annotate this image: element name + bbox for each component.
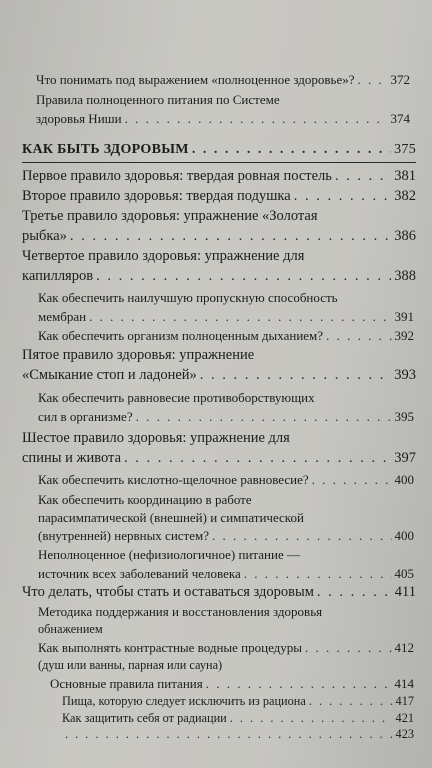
toc-entry-title: Что делать, чтобы стать и оставаться здоровым (22, 584, 314, 600)
toc-entry-page: 414 (394, 676, 414, 691)
toc-entry (36, 72, 410, 88)
toc-entry-title: спины и живота (22, 450, 122, 466)
toc-entry-page: 393 (394, 367, 416, 383)
toc-entry (22, 584, 416, 601)
toc-entry (22, 168, 416, 185)
toc-entry (50, 676, 414, 692)
leader-dots (335, 168, 391, 185)
leader-dots (309, 694, 393, 709)
section-divider (22, 162, 416, 163)
toc-entry (38, 492, 414, 508)
toc-entry-page: 421 (395, 711, 414, 725)
leader-dots (358, 72, 388, 88)
toc-entry-title: Как обеспечить организм полноценным дыханием? (38, 328, 324, 343)
toc-entry-title: Как обеспечить равновесие противоборствующих (38, 390, 315, 405)
toc-entry (38, 640, 414, 656)
toc-entry-page: 397 (394, 450, 416, 466)
toc-entry-title: Второе правило здоровья: твердая подушка (22, 188, 291, 204)
toc-entry (38, 309, 414, 325)
toc-entry (38, 658, 414, 673)
toc-entry (62, 727, 414, 742)
toc-entry-title: Третье правило здоровья: упражнение «Золотая (22, 208, 318, 224)
toc-entry (38, 328, 414, 344)
toc-entry-title: Шестое правило здоровья: упражнение для (22, 430, 290, 446)
leader-dots (294, 188, 392, 205)
toc-entry (36, 92, 410, 108)
toc-entry-page: 423 (395, 727, 414, 741)
leader-dots (305, 640, 391, 656)
toc-entry-title: Как обеспечить координацию в работе (38, 492, 252, 507)
toc-entry-page: 386 (394, 228, 416, 244)
toc-entry (62, 694, 414, 709)
toc-entry (36, 111, 410, 127)
leader-dots (244, 566, 392, 582)
toc-entry-title: Методика поддержания и восстановления здоровья (38, 604, 323, 619)
toc-entry-title: мембран (38, 309, 87, 324)
toc-entry (22, 188, 416, 205)
leader-dots (326, 328, 391, 344)
toc-entry-page: 382 (394, 188, 416, 204)
toc-entry-title: Как выполнять контрастные водные процедуры (38, 640, 303, 655)
toc-entry (22, 347, 416, 364)
toc-entry-title: сил в организме? (38, 409, 133, 424)
toc-entry-page: 400 (394, 528, 414, 543)
toc-entry (22, 450, 416, 467)
toc-entry (38, 290, 414, 306)
toc-entry-page: 381 (394, 168, 416, 184)
toc-entry-title: капилляров (22, 268, 94, 284)
section-heading (22, 142, 416, 158)
leader-dots (70, 228, 391, 245)
toc-entry (38, 390, 414, 406)
toc-entry (38, 472, 414, 488)
toc-entry-title: Что понимать под выражением «полноценное здоровье»? (36, 72, 355, 87)
leader-dots (96, 268, 391, 285)
leader-dots (312, 472, 392, 488)
toc-entry-title: Основные правила питания (50, 676, 203, 691)
toc-entry (38, 547, 414, 563)
leader-dots (230, 711, 393, 726)
toc-entry (22, 228, 416, 245)
toc-entry-title: Четвертое правило здоровья: упражнение для (22, 248, 305, 264)
toc-entry-title: Как обеспечить наилучшую пропускную способность (38, 290, 338, 305)
toc-entry-page: 392 (394, 328, 414, 343)
leader-dots (136, 409, 392, 425)
toc-entry-title: рыбка» (22, 228, 67, 244)
section-page: 375 (394, 142, 416, 157)
toc-entry (38, 510, 414, 526)
toc-entry-page: 400 (394, 472, 414, 487)
toc-entry (38, 604, 414, 620)
toc-entry-title: Пятое правило здоровья: упражнение (22, 347, 255, 363)
toc-entry-page: 374 (390, 111, 410, 126)
toc-entry (38, 622, 414, 637)
leader-dots (124, 450, 391, 467)
toc-entry (22, 268, 416, 285)
toc-entry (38, 528, 414, 544)
toc-entry (38, 409, 414, 425)
toc-entry-title: Неполноценное (нефизиологичное) питание — (38, 547, 300, 562)
toc-entry (22, 367, 416, 384)
toc-entry (22, 248, 416, 265)
leader-dots (125, 111, 388, 127)
leader-dots (200, 367, 391, 384)
leader-dots (212, 528, 391, 544)
leader-dots (317, 584, 392, 601)
leader-dots (206, 676, 392, 692)
toc-entry-page: 391 (394, 309, 414, 324)
leader-dots (89, 309, 391, 325)
toc-entry (62, 711, 414, 726)
toc-entry-title: источник всех заболеваний человека (38, 566, 241, 581)
toc-entry (22, 208, 416, 225)
toc-entry-page: 412 (394, 640, 414, 655)
toc-entry (22, 430, 416, 447)
toc-entry-title: обнажением (38, 622, 103, 636)
toc-entry-title: (внутренней) нервных систем? (38, 528, 210, 543)
toc-entry-title: Как защитить себя от радиации (62, 711, 227, 725)
leader-dots (192, 142, 391, 158)
toc-entry-page: 417 (395, 694, 414, 708)
leader-dots (65, 727, 393, 742)
toc-entry-page: 372 (390, 72, 410, 87)
toc-entry-title: Первое правило здоровья: твердая ровная постель (22, 168, 332, 184)
toc-entry-page: 395 (394, 409, 414, 424)
toc-entry (38, 566, 414, 582)
toc-entry-title: (душ или ванны, парная или сауна) (38, 658, 223, 672)
section-title: КАК БЫТЬ ЗДОРОВЫМ (22, 142, 189, 157)
toc-entry-title: парасимпатической (внешней) и симпатической (38, 510, 304, 525)
toc-entry-page: 405 (394, 566, 414, 581)
toc-entry-title: Как обеспечить кислотно-щелочное равновесие? (38, 472, 309, 487)
toc-entry-title: «Смыкание стоп и ладоней» (22, 367, 197, 383)
toc-entry-page: 411 (394, 584, 416, 600)
toc-entry-title: здоровья Ниши (36, 111, 122, 126)
toc-entry-title: Правила полноценного питания по Системе (36, 92, 280, 107)
toc-entry-title: Пища, которую следует исключить из рациона (62, 694, 306, 708)
toc-entry-page: 388 (394, 268, 416, 284)
